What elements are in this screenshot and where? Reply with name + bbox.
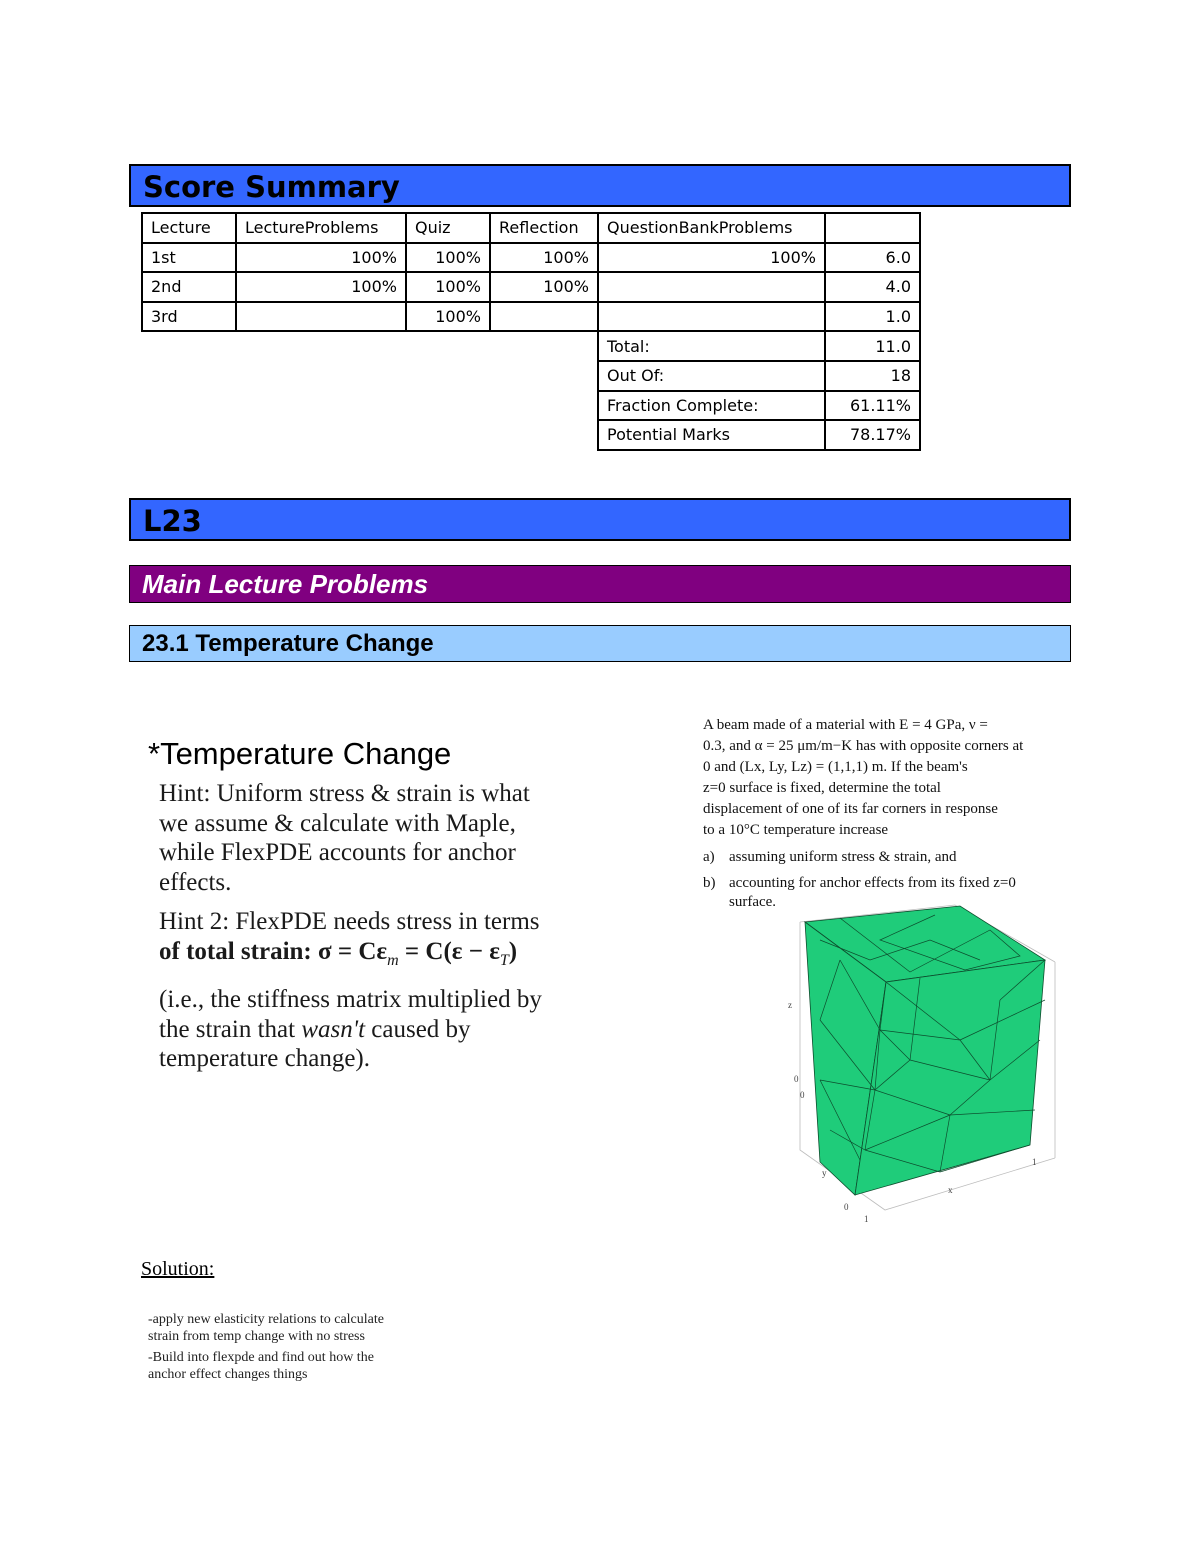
cell: 6.0 bbox=[825, 243, 920, 273]
axis-label-x: x bbox=[948, 1185, 953, 1195]
cell bbox=[490, 302, 598, 332]
out-of-value: 18 bbox=[825, 361, 920, 391]
problem-title: 23.1 Temperature Change bbox=[142, 630, 434, 657]
header-quiz: Quiz bbox=[406, 213, 490, 243]
header-lecture: Lecture bbox=[142, 213, 236, 243]
cell: 100% bbox=[236, 272, 406, 302]
hint-2: Hint 2: FlexPDE needs stress in terms of total strain: $\sigma = C\varepsilon_m = C(\varepsilon - \varepsilon_T)$ bbox=[159, 908, 540, 969]
fraction-label: Fraction Complete: bbox=[598, 391, 825, 421]
table-row bbox=[142, 272, 920, 302]
cell: 1.0 bbox=[825, 302, 920, 332]
cell: 2nd bbox=[142, 272, 236, 302]
cell: 100% bbox=[490, 243, 598, 273]
cell: 100% bbox=[236, 243, 406, 273]
note: -Build into flexpde and find out how the anchor effect changes things bbox=[148, 1350, 374, 1382]
cell: 100% bbox=[598, 243, 825, 273]
section-title: Main Lecture Problems bbox=[142, 569, 429, 599]
tick-label: 1 bbox=[1032, 1157, 1037, 1167]
cell: 100% bbox=[490, 272, 598, 302]
problem-header bbox=[129, 625, 1071, 662]
potential-value: 78.17% bbox=[825, 420, 920, 450]
cell: 100% bbox=[406, 272, 490, 302]
score-table bbox=[141, 212, 921, 451]
mesh-cube-figure bbox=[760, 900, 1090, 1230]
list-item: a) assuming uniform stress & strain, and bbox=[703, 849, 957, 865]
fraction-row bbox=[142, 391, 920, 421]
score-summary-header bbox=[129, 164, 1071, 207]
cell bbox=[598, 302, 825, 332]
lecture-header bbox=[129, 498, 1071, 541]
table-row bbox=[142, 243, 920, 273]
solution-notes bbox=[148, 1312, 398, 1388]
header-reflection: Reflection bbox=[490, 213, 598, 243]
hint-slide bbox=[148, 735, 618, 1074]
cell bbox=[236, 302, 406, 332]
fraction-value: 61.11% bbox=[825, 391, 920, 421]
out-of-label: Out Of: bbox=[598, 361, 825, 391]
out-of-row bbox=[142, 361, 920, 391]
axis-label-z: z bbox=[788, 1000, 792, 1010]
section-header bbox=[129, 565, 1071, 603]
cell: 100% bbox=[406, 243, 490, 273]
header-question-bank: QuestionBankProblems bbox=[598, 213, 825, 243]
total-value: 11.0 bbox=[825, 331, 920, 361]
list-item: b) accounting for anchor effects from its fixed z=0 surface. bbox=[703, 875, 1016, 910]
lecture-title: L23 bbox=[143, 504, 202, 538]
total-row bbox=[142, 331, 920, 361]
header-lecture-problems: LectureProblems bbox=[236, 213, 406, 243]
axis-label-y: y bbox=[822, 1168, 827, 1178]
solution-label: Solution: bbox=[141, 1258, 215, 1280]
potential-row bbox=[142, 420, 920, 450]
tick-label: 1 bbox=[864, 1214, 869, 1224]
slide-title: *Temperature Change bbox=[148, 736, 452, 771]
potential-label: Potential Marks bbox=[598, 420, 825, 450]
cell: 1st bbox=[142, 243, 236, 273]
hint-1: Hint: Uniform stress & strain is what we assume & calculate with Maple, while FlexPDE accounts for anchor effects. bbox=[159, 780, 530, 896]
cell: 3rd bbox=[142, 302, 236, 332]
cell: 100% bbox=[406, 302, 490, 332]
note: -apply new elasticity relations to calculate strain from temp change with no stress bbox=[148, 1312, 384, 1344]
cell bbox=[598, 272, 825, 302]
score-summary-title: Score Summary bbox=[143, 170, 400, 204]
header-score bbox=[825, 213, 920, 243]
tick-label: 0 bbox=[794, 1074, 799, 1084]
total-label: Total: bbox=[598, 331, 825, 361]
table-header-row bbox=[142, 213, 920, 243]
tick-label: 0 bbox=[800, 1090, 805, 1100]
cell: 4.0 bbox=[825, 272, 920, 302]
tick-label: 0 bbox=[844, 1202, 849, 1212]
problem-statement: A beam made of a material with E = 4 GPa, ν = 0.3, and α = 25 μm/m−K has with opposite corners at 0 and (Lx, Ly, Lz) = (1,1,1) m. If the beam's z=0 surface is fixed, determine the total displacement of one of its far corners in response to a 10°C temperature increase a) assuming uniform stress & strain, and b) accounting for anchor effects from its fixed z=0 surface. bbox=[703, 715, 1063, 912]
table-row bbox=[142, 302, 920, 332]
hint-3: (i.e., the stiffness matrix multiplied by the strain that wasn't caused by temperature change). bbox=[159, 986, 542, 1072]
